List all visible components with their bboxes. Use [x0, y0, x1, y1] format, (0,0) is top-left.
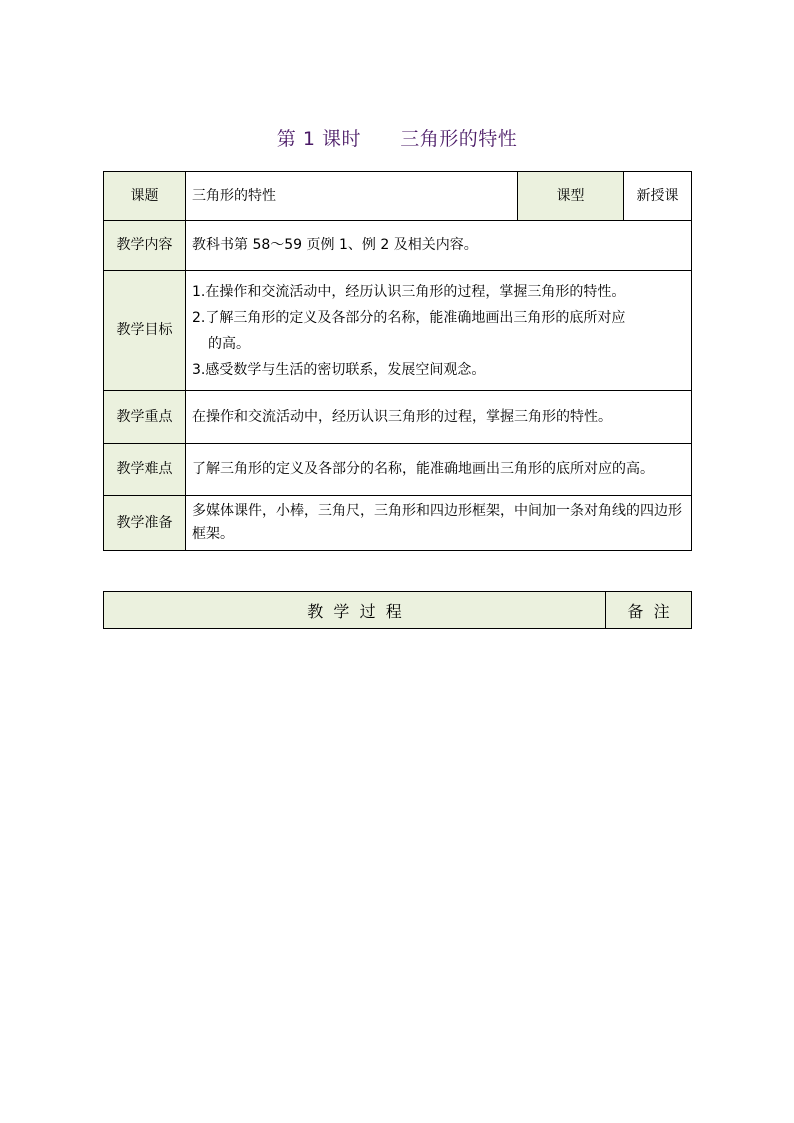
page-title: 第 1 课时 三角形的特性 — [276, 128, 518, 150]
notes-header: 备 注 — [606, 592, 692, 629]
process-header-row — [104, 592, 692, 629]
difficulty-row — [104, 444, 692, 496]
goal-item-1: 1.在操作和交流活动中，经历认识三角形的过程，掌握三角形的特性。 — [192, 283, 626, 300]
key-value: 在操作和交流活动中，经历认识三角形的过程，掌握三角形的特性。 — [186, 391, 692, 444]
topic-label: 课题 — [104, 172, 186, 221]
prep-value: 多媒体课件，小棒，三角尺，三角形和四边形框架，中间加一条对角线的四边形框架。 — [186, 496, 692, 551]
topic-value: 三角形的特性 — [186, 172, 518, 221]
process-header: 教 学 过 程 — [104, 592, 606, 629]
lesson-info-table — [103, 171, 692, 551]
type-label: 课型 — [518, 172, 624, 221]
process-table — [103, 591, 692, 629]
prep-row — [104, 496, 692, 551]
goal-item-2-continued: 的高。 — [208, 335, 250, 352]
key-row — [104, 391, 692, 444]
difficulty-value: 了解三角形的定义及各部分的名称，能准确地画出三角形的底所对应的高。 — [186, 444, 692, 496]
prep-label: 教学准备 — [104, 496, 186, 551]
key-label: 教学重点 — [104, 391, 186, 444]
difficulty-label: 教学难点 — [104, 444, 186, 496]
content-value: 教科书第 58～59 页例 1、例 2 及相关内容。 — [186, 221, 692, 271]
content-row — [104, 221, 692, 271]
goals-list — [186, 271, 692, 391]
type-value: 新授课 — [624, 172, 692, 221]
goals-row — [104, 271, 692, 391]
content-label: 教学内容 — [104, 221, 186, 271]
topic-row — [104, 172, 692, 221]
goal-item-3: 3.感受数学与生活的密切联系，发展空间观念。 — [192, 361, 486, 378]
goals-label: 教学目标 — [104, 271, 186, 391]
goal-item-2: 2.了解三角形的定义及各部分的名称，能准确地画出三角形的底所对应 — [192, 309, 626, 326]
